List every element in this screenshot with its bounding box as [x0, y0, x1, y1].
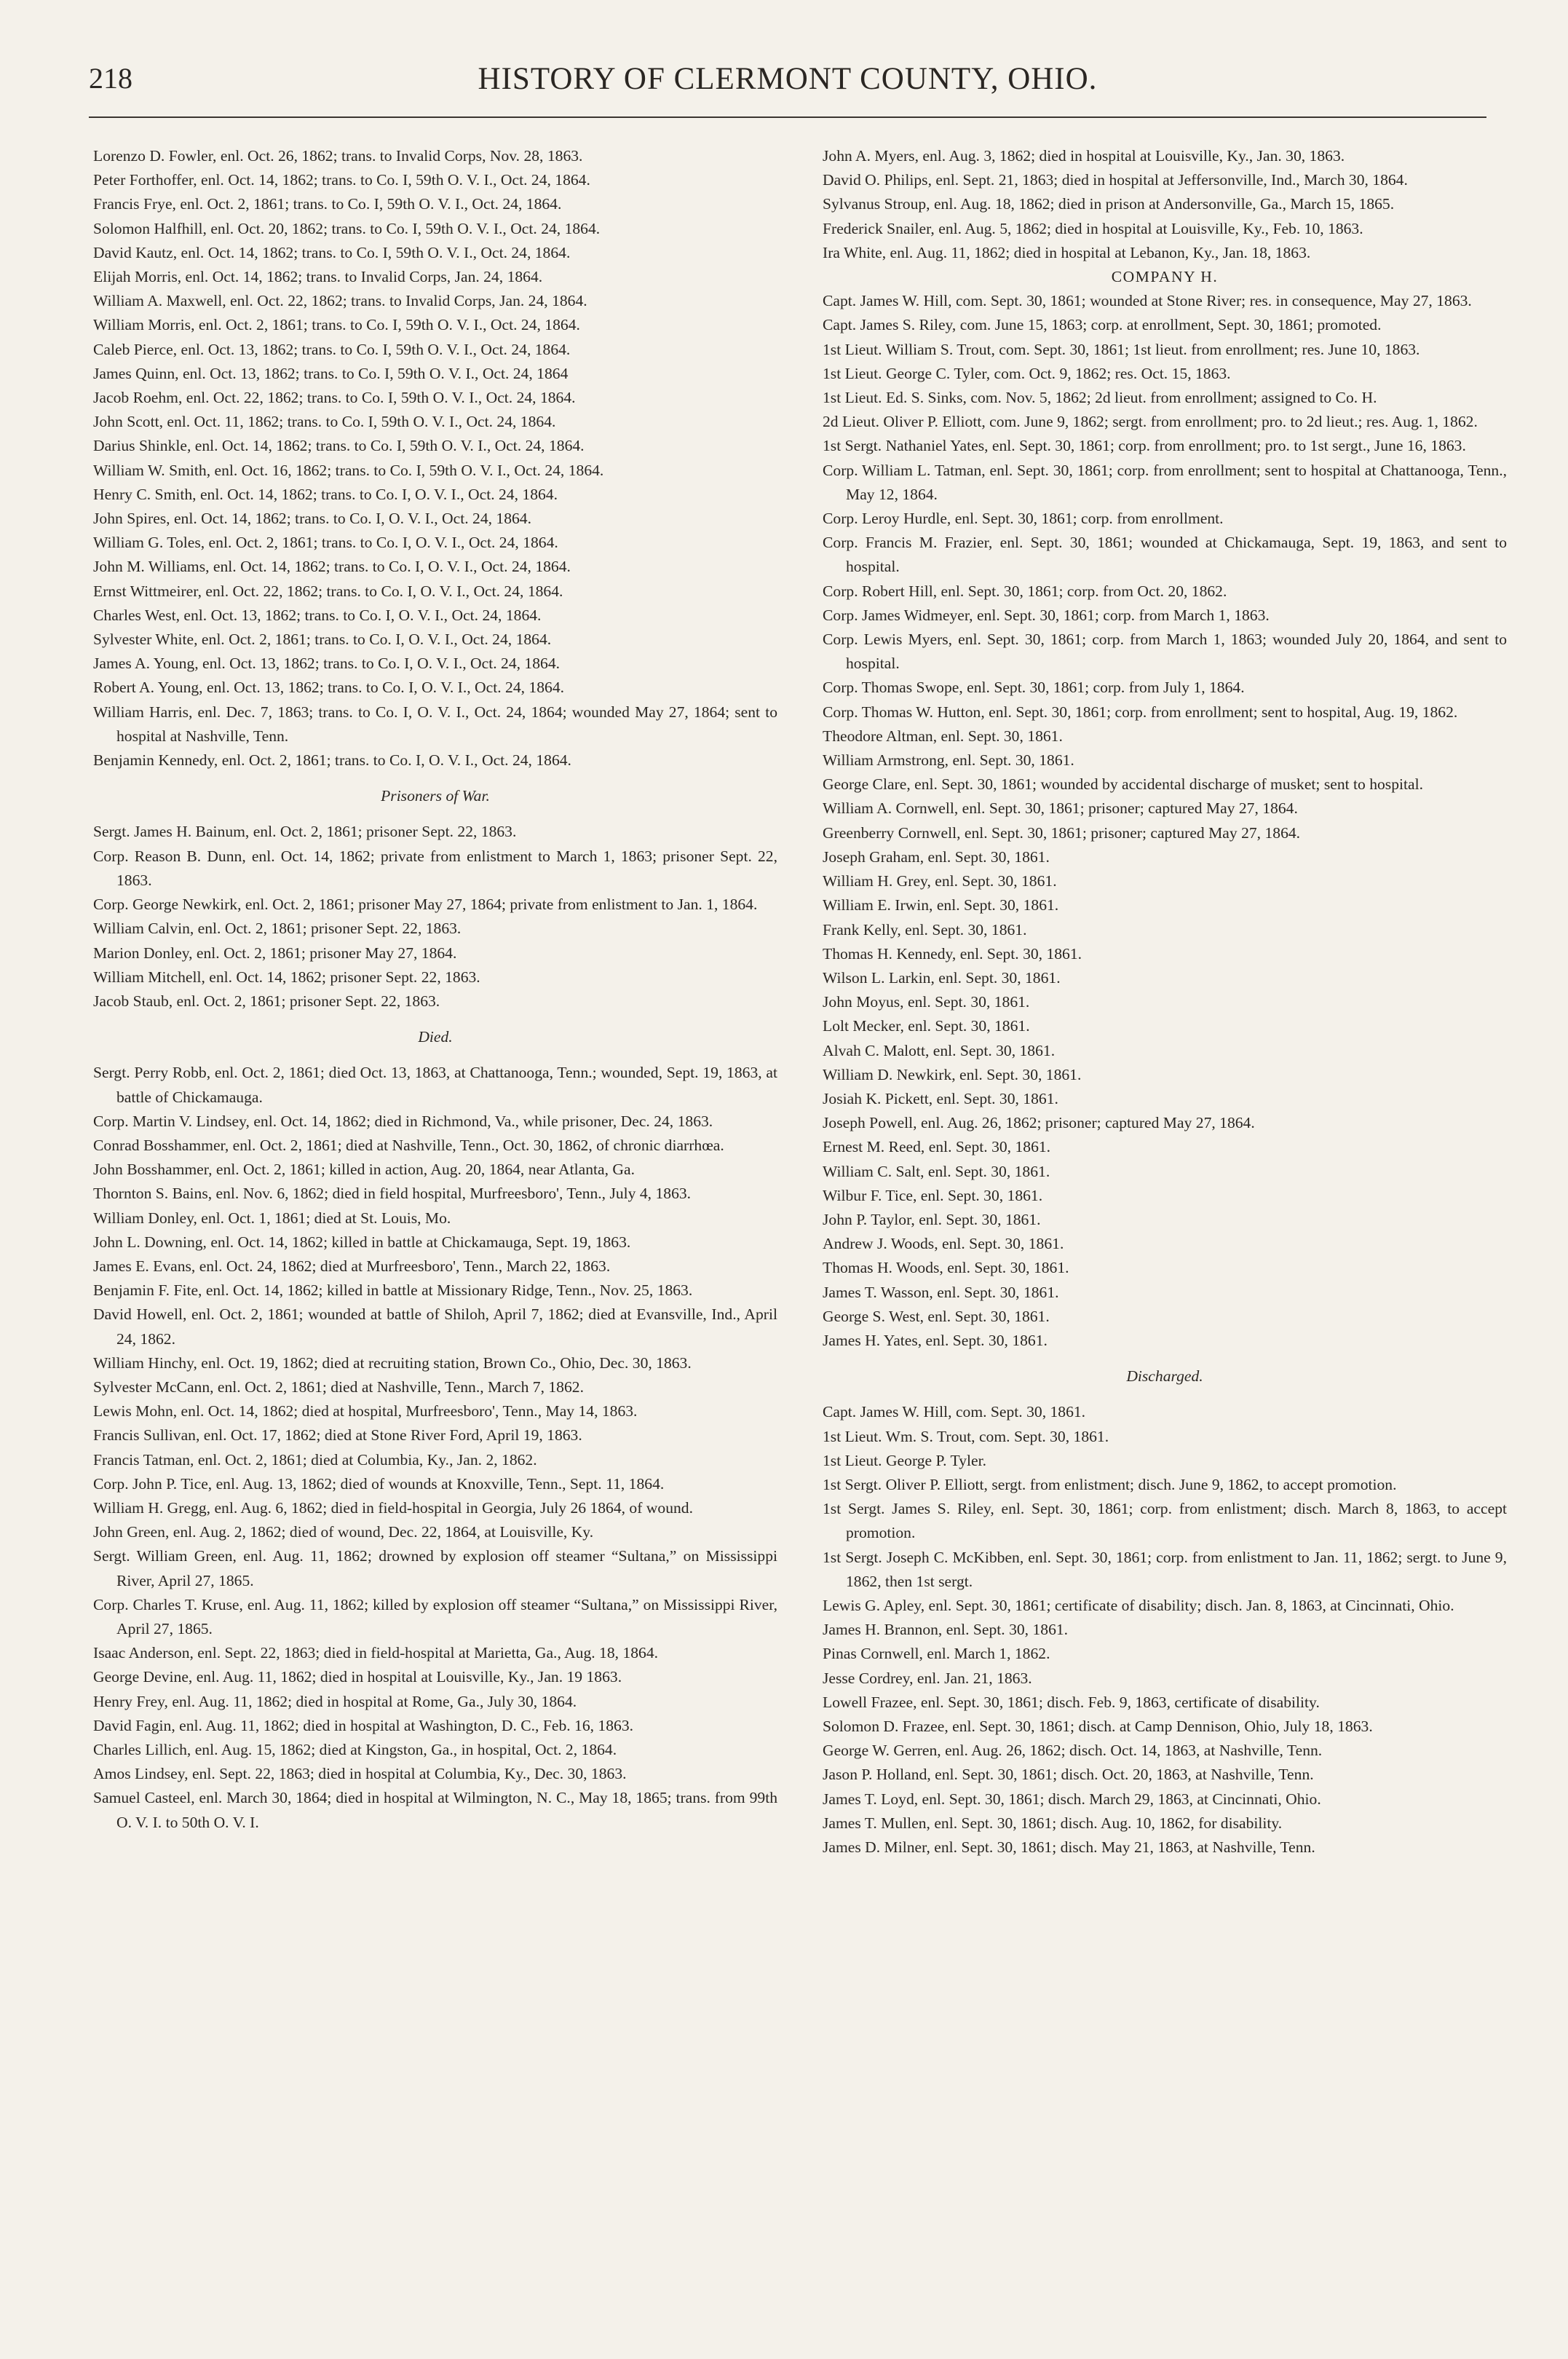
roster-entry: Robert A. Young, enl. Oct. 13, 1862; trans. to Co. I, O. V. I., Oct. 24, 1864.	[93, 679, 565, 697]
roster-entry: Sylvanus Stroup, enl. Aug. 18, 1862; died in prison at Andersonville, Ga., March 15, 1865.	[823, 195, 1395, 213]
roster-entry: Corp. Reason B. Dunn, enl. Oct. 14, 1862; private from enlistment to March 1, 1863; prisoner Sept. 22, 1863.	[93, 847, 777, 889]
roster-entry: William Morris, enl. Oct. 2, 1861; trans. to Co. I, 59th O. V. I., Oct. 24, 1864.	[93, 316, 580, 334]
roster-entry: William C. Salt, enl. Sept. 30, 1861.	[823, 1162, 1050, 1180]
roster-entry: David Kautz, enl. Oct. 14, 1862; trans. to Co. I, 59th O. V. I., Oct. 24, 1864.	[93, 243, 571, 261]
roster-entry: Wilson L. Larkin, enl. Sept. 30, 1861.	[823, 968, 1061, 987]
roster-entry: Elijah Morris, enl. Oct. 14, 1862; trans. to Invalid Corps, Jan. 24, 1864.	[93, 268, 543, 286]
roster-entry: Caleb Pierce, enl. Oct. 13, 1862; trans. to Co. I, 59th O. V. I., Oct. 24, 1864.	[93, 340, 571, 358]
discharged-heading: Discharged.	[1126, 1367, 1203, 1386]
roster-entry: Isaac Anderson, enl. Sept. 22, 1863; died in field-hospital at Marietta, Ga., Aug. 18, 1864.	[93, 1644, 659, 1662]
roster-entry: 1st Lieut. George P. Tyler.	[823, 1451, 987, 1469]
roster-entry: William Armstrong, enl. Sept. 30, 1861.	[823, 751, 1074, 770]
died-heading: Died.	[418, 1028, 453, 1046]
died-list	[93, 1061, 777, 1835]
roster-entry: Greenberry Cornwell, enl. Sept. 30, 1861; prisoner; captured May 27, 1864.	[823, 823, 1301, 842]
roster-entry: William D. Newkirk, enl. Sept. 30, 1861.	[823, 1065, 1082, 1083]
right-column	[823, 144, 1507, 1860]
roster-entry: Lolt Mecker, enl. Sept. 30, 1861.	[823, 1017, 1030, 1035]
roster-entry: Solomon D. Frazee, enl. Sept. 30, 1861; disch. at Camp Dennison, Ohio, July 18, 1863.	[823, 1718, 1373, 1735]
roster-entry: Jacob Roehm, enl. Oct. 22, 1862; trans. to Co. I, 59th O. V. I., Oct. 24, 1864.	[93, 389, 576, 407]
roster-entry: George W. Gerren, enl. Aug. 26, 1862; disch. Oct. 14, 1863, at Nashville, Tenn.	[823, 1742, 1323, 1760]
roster-entry: Sergt. William Green, enl. Aug. 11, 1862; drowned by explosion off steamer “Sultana,” on Mississippi River, April 27, 1865.	[93, 1547, 777, 1589]
roster-entry: Thornton S. Bains, enl. Nov. 6, 1862; died in field hospital, Murfreesboro', Tenn., July 4, 1863.	[93, 1185, 692, 1203]
roster-entry: William H. Gregg, enl. Aug. 6, 1862; died in field-hospital in Georgia, July 26 1864, of wound.	[93, 1498, 693, 1517]
roster-entry: 1st Lieut. George C. Tyler, com. Oct. 9, 1862; res. Oct. 15, 1863.	[823, 364, 1231, 382]
roster-entry: Sergt. Perry Robb, enl. Oct. 2, 1861; died Oct. 13, 1863, at Chattanooga, Tenn.; wounded, Sept. 19, 1863, at battle of Chickamauga.	[93, 1064, 777, 1106]
roster-entry: John M. Williams, enl. Oct. 14, 1862; trans. to Co. I, O. V. I., Oct. 24, 1864.	[93, 558, 571, 576]
roster-entry: Josiah K. Pickett, enl. Sept. 30, 1861.	[823, 1089, 1058, 1107]
roster-entry: Jason P. Holland, enl. Sept. 30, 1861; disch. Oct. 20, 1863, at Nashville, Tenn.	[823, 1766, 1314, 1784]
roster-entry: James T. Wasson, enl. Sept. 30, 1861.	[823, 1283, 1059, 1301]
page-title: HISTORY OF CLERMONT COUNTY, OHIO.	[478, 62, 1098, 96]
roster-entry: Francis Frye, enl. Oct. 2, 1861; trans. to Co. I, 59th O. V. I., Oct. 24, 1864.	[93, 195, 562, 213]
roster-entry: William W. Smith, enl. Oct. 16, 1862; trans. to Co. I, 59th O. V. I., Oct. 24, 1864.	[93, 461, 604, 479]
roster-entry: James H. Brannon, enl. Sept. 30, 1861.	[823, 1621, 1069, 1639]
roster-entry: Lewis G. Apley, enl. Sept. 30, 1861; certificate of disability; disch. Jan. 8, 1863, at Cincinnati, Ohio.	[823, 1596, 1454, 1614]
roster-entry: Jesse Cordrey, enl. Jan. 21, 1863.	[823, 1669, 1032, 1687]
header-rule	[89, 116, 1486, 118]
roster-entry: Capt. James S. Riley, com. June 15, 1863; corp. at enrollment, Sept. 30, 1861; promoted.	[823, 316, 1382, 334]
roster-entry: William Mitchell, enl. Oct. 14, 1862; prisoner Sept. 22, 1863.	[93, 968, 480, 986]
prisoners-list	[93, 820, 777, 1013]
roster-entry: Joseph Powell, enl. Aug. 26, 1862; prisoner; captured May 27, 1864.	[823, 1114, 1255, 1132]
roster-entry: James E. Evans, enl. Oct. 24, 1862; died at Murfreesboro', Tenn., March 22, 1863.	[93, 1257, 611, 1275]
roster-entry: William Calvin, enl. Oct. 2, 1861; prisoner Sept. 22, 1863.	[93, 920, 462, 938]
roster-entry: George Clare, enl. Sept. 30, 1861; wounded by accidental discharge of musket; sent to hospital.	[823, 775, 1423, 794]
roster-entry: Corp. Francis M. Frazier, enl. Sept. 30, 1861; wounded at Chickamauga, Sept. 19, 1863, and sent to hospital.	[823, 534, 1507, 576]
roster-entry: Solomon Halfhill, enl. Oct. 20, 1862; trans. to Co. I, 59th O. V. I., Oct. 24, 1864.	[93, 219, 601, 237]
roster-entry: William G. Toles, enl. Oct. 2, 1861; trans. to Co. I, O. V. I., Oct. 24, 1864.	[93, 534, 558, 552]
prisoners-of-war-heading: Prisoners of War.	[381, 787, 490, 805]
roster-entry: John A. Myers, enl. Aug. 3, 1862; died in hospital at Louisville, Ky., Jan. 30, 1863.	[823, 147, 1345, 165]
roster-entry: William A. Maxwell, enl. Oct. 22, 1862; trans. to Invalid Corps, Jan. 24, 1864.	[93, 292, 587, 310]
roster-entry: 1st Sergt. Joseph C. McKibben, enl. Sept. 30, 1861; corp. from enlistment to Jan. 11, 1862; sergt. to June 9, 1862, then 1st sergt.	[823, 1548, 1507, 1590]
roster-entry: Ernst Wittmeirer, enl. Oct. 22, 1862; trans. to Co. I, O. V. I., Oct. 24, 1864.	[93, 582, 563, 600]
roster-entry: Alvah C. Malott, enl. Sept. 30, 1861.	[823, 1041, 1056, 1059]
left-column	[93, 144, 777, 1835]
roster-entry: Corp. Martin V. Lindsey, enl. Oct. 14, 1862; died in Richmond, Va., while prisoner, Dec. 24, 1863.	[93, 1112, 713, 1130]
roster-entry: John P. Taylor, enl. Sept. 30, 1861.	[823, 1210, 1041, 1228]
roster-entry: Francis Tatman, enl. Oct. 2, 1861; died at Columbia, Ky., Jan. 2, 1862.	[93, 1450, 537, 1469]
roster-entry: Ira White, enl. Aug. 11, 1862; died in hospital at Lebanon, Ky., Jan. 18, 1863.	[823, 243, 1311, 261]
roster-entry: Corp. Robert Hill, enl. Sept. 30, 1861; corp. from Oct. 20, 1862.	[823, 582, 1227, 600]
roster-entry: Capt. James W. Hill, com. Sept. 30, 1861.	[823, 1403, 1086, 1421]
roster-entry: Peter Forthoffer, enl. Oct. 14, 1862; trans. to Co. I, 59th O. V. I., Oct. 24, 1864.	[93, 171, 590, 189]
roster-entry: Sylvester McCann, enl. Oct. 2, 1861; died at Nashville, Tenn., March 7, 1862.	[93, 1378, 584, 1396]
roster-entry: Frank Kelly, enl. Sept. 30, 1861.	[823, 920, 1027, 939]
roster-entry: John Moyus, enl. Sept. 30, 1861.	[823, 993, 1030, 1011]
roster-entry: James A. Young, enl. Oct. 13, 1862; trans. to Co. I, O. V. I., Oct. 24, 1864.	[93, 655, 561, 673]
roster-entry: Corp. Thomas W. Hutton, enl. Sept. 30, 1861; corp. from enrollment; sent to hospital, Aug. 19, 1862.	[823, 703, 1458, 721]
roster-entry: David Fagin, enl. Aug. 11, 1862; died in hospital at Washington, D. C., Feb. 16, 1863.	[93, 1716, 634, 1734]
roster-entry: Benjamin Kennedy, enl. Oct. 2, 1861; trans. to Co. I, O. V. I., Oct. 24, 1864.	[93, 751, 571, 770]
roster-entry: David Howell, enl. Oct. 2, 1861; wounded at battle of Shiloh, April 7, 1862; died at Evansville, Ind., April 24, 1862.	[93, 1305, 777, 1348]
roster-entry: Francis Sullivan, enl. Oct. 17, 1862; died at Stone River Ford, April 19, 1863.	[93, 1426, 582, 1445]
roster-entry: 1st Lieut. William S. Trout, com. Sept. 30, 1861; 1st lieut. from enrollment; res. June 10, 1863.	[823, 340, 1420, 358]
roster-entry: Lowell Frazee, enl. Sept. 30, 1861; disch. Feb. 9, 1863, certificate of disability.	[823, 1693, 1320, 1711]
roster-entry: Darius Shinkle, enl. Oct. 14, 1862; trans. to Co. I, 59th O. V. I., Oct. 24, 1864.	[93, 437, 585, 455]
roster-entry: William H. Grey, enl. Sept. 30, 1861.	[823, 872, 1057, 890]
roster-entry: 2d Lieut. Oliver P. Elliott, com. June 9, 1862; sergt. from enrollment; pro. to 2d lieut.; res. Aug. 1, 1862.	[823, 413, 1478, 431]
roster-entry: Jacob Staub, enl. Oct. 2, 1861; prisoner Sept. 22, 1863.	[93, 992, 440, 1010]
company-h-list	[823, 289, 1507, 1353]
roster-entry: Corp. George Newkirk, enl. Oct. 2, 1861; prisoner May 27, 1864; private from enlistment to Jan. 1, 1864.	[93, 896, 758, 914]
roster-entry: Corp. Thomas Swope, enl. Sept. 30, 1861; corp. from July 1, 1864.	[823, 679, 1245, 697]
roster-entry: William A. Cornwell, enl. Sept. 30, 1861; prisoner; captured May 27, 1864.	[823, 799, 1298, 818]
roster-entry: Samuel Casteel, enl. March 30, 1864; died in hospital at Wilmington, N. C., May 18, 1865; trans. from 99th O. V. I. to 50th O. V. I.	[93, 1789, 777, 1831]
roster-entry: William E. Irwin, enl. Sept. 30, 1861.	[823, 896, 1059, 914]
roster-entry: William Donley, enl. Oct. 1, 1861; died at St. Louis, Mo.	[93, 1209, 451, 1227]
roster-entry: John Scott, enl. Oct. 11, 1862; trans. to Co. I, 59th O. V. I., Oct. 24, 1864.	[93, 413, 556, 431]
roster-entry: 1st Lieut. Wm. S. Trout, com. Sept. 30, 1861.	[823, 1427, 1109, 1445]
roster-entry: Sergt. James H. Bainum, enl. Oct. 2, 1861; prisoner Sept. 22, 1863.	[93, 823, 517, 841]
roster-entry: William Hinchy, enl. Oct. 19, 1862; died at recruiting station, Brown Co., Ohio, Dec. 30, 1863.	[93, 1354, 692, 1372]
roster-entry: Charles West, enl. Oct. 13, 1862; trans. to Co. I, O. V. I., Oct. 24, 1864.	[93, 606, 542, 624]
roster-entry: Thomas H. Kennedy, enl. Sept. 30, 1861.	[823, 944, 1082, 963]
roster-entry: Corp. Charles T. Kruse, enl. Aug. 11, 1862; killed by explosion off steamer “Sultana,” on Mississippi River, April 27, 1865.	[93, 1595, 777, 1637]
roster-entry: Corp. William L. Tatman, enl. Sept. 30, 1861; corp. from enrollment; sent to hospital at Chattanooga, Tenn., May 12, 1864.	[823, 461, 1507, 503]
roster-entry: George Devine, enl. Aug. 11, 1862; died in hospital at Louisville, Ky., Jan. 19 1863.	[93, 1668, 622, 1686]
died-continued-list	[823, 144, 1507, 265]
roster-entry: Wilbur F. Tice, enl. Sept. 30, 1861.	[823, 1186, 1043, 1204]
roster-entry: James T. Loyd, enl. Sept. 30, 1861; disch. March 29, 1863, at Cincinnati, Ohio.	[823, 1790, 1321, 1808]
roster-entry: Frederick Snailer, enl. Aug. 5, 1862; died in hospital at Louisville, Ky., Feb. 10, 1863.	[823, 219, 1363, 237]
roster-entry: Pinas Cornwell, enl. March 1, 1862.	[823, 1645, 1050, 1663]
roster-entry: James Quinn, enl. Oct. 13, 1862; trans. to Co. I, 59th O. V. I., Oct. 24, 1864	[93, 364, 569, 382]
roster-entry: Henry Frey, enl. Aug. 11, 1862; died in hospital at Rome, Ga., July 30, 1864.	[93, 1692, 577, 1710]
roster-entry: William Harris, enl. Dec. 7, 1863; trans. to Co. I, O. V. I., Oct. 24, 1864; wounded May 27, 1864; sent to hospital at Nashville, Tenn.	[93, 703, 777, 745]
roster-entry: Andrew J. Woods, enl. Sept. 30, 1861.	[823, 1235, 1064, 1253]
roster-entry: Corp. John P. Tice, enl. Aug. 13, 1862; died of wounds at Knoxville, Tenn., Sept. 11, 1864.	[93, 1474, 665, 1493]
page-number: 218	[89, 62, 132, 95]
roster-entry: James T. Mullen, enl. Sept. 30, 1861; disch. Aug. 10, 1862, for disability.	[823, 1814, 1283, 1832]
roster-entry: 1st Sergt. Oliver P. Elliott, sergt. from enlistment; disch. June 9, 1862, to accept promotion.	[823, 1475, 1397, 1493]
roster-entry: Benjamin F. Fite, enl. Oct. 14, 1862; killed in battle at Missionary Ridge, Tenn., Nov. 25, 1863.	[93, 1281, 693, 1300]
roster-entry: 1st Sergt. Nathaniel Yates, enl. Sept. 30, 1861; corp. from enrollment; pro. to 1st sergt., June 16, 1863.	[823, 437, 1466, 455]
roster-entry: James D. Milner, enl. Sept. 30, 1861; disch. May 21, 1863, at Nashville, Tenn.	[823, 1838, 1315, 1857]
roster-entry: Charles Lillich, enl. Aug. 15, 1862; died at Kingston, Ga., in hospital, Oct. 2, 1864.	[93, 1741, 617, 1758]
roster-entry: Corp. Leroy Hurdle, enl. Sept. 30, 1861; corp. from enrollment.	[823, 510, 1224, 528]
discharged-list	[823, 1400, 1507, 1860]
roster-entry: Lewis Mohn, enl. Oct. 14, 1862; died at hospital, Murfreesboro', Tenn., May 14, 1863.	[93, 1402, 638, 1420]
roster-entry: Marion Donley, enl. Oct. 2, 1861; prisoner May 27, 1864.	[93, 944, 457, 962]
roster-entry: George S. West, enl. Sept. 30, 1861.	[823, 1307, 1050, 1325]
roster-entry: John Spires, enl. Oct. 14, 1862; trans. to Co. I, O. V. I., Oct. 24, 1864.	[93, 510, 531, 528]
roster-entry: Corp. Lewis Myers, enl. Sept. 30, 1861; corp. from March 1, 1863; wounded July 20, 1864, and sent to hospital.	[823, 631, 1507, 673]
roster-entry: Joseph Graham, enl. Sept. 30, 1861.	[823, 847, 1050, 866]
roster-entry: John L. Downing, enl. Oct. 14, 1862; killed in battle at Chickamauga, Sept. 19, 1863.	[93, 1233, 631, 1251]
page-header	[89, 61, 1486, 112]
roster-entry: James H. Yates, enl. Sept. 30, 1861.	[823, 1331, 1048, 1349]
roster-entry: Conrad Bosshammer, enl. Oct. 2, 1861; died at Nashville, Tenn., Oct. 30, 1862, of chronic diarrhœa.	[93, 1136, 724, 1154]
roster-entry: Capt. James W. Hill, com. Sept. 30, 1861; wounded at Stone River; res. in consequence, May 27, 1863.	[823, 292, 1472, 310]
roster-entry: Sylvester White, enl. Oct. 2, 1861; trans. to Co. I, O. V. I., Oct. 24, 1864.	[93, 631, 552, 649]
roster-entry: Lorenzo D. Fowler, enl. Oct. 26, 1862; trans. to Invalid Corps, Nov. 28, 1863.	[93, 147, 583, 165]
roster-entry: Henry C. Smith, enl. Oct. 14, 1862; trans. to Co. I, O. V. I., Oct. 24, 1864.	[93, 485, 558, 503]
roster-entry: 1st Lieut. Ed. S. Sinks, com. Nov. 5, 1862; 2d lieut. from enrollment; assigned to Co. H.	[823, 389, 1377, 407]
roster-entry: 1st Sergt. James S. Riley, enl. Sept. 30, 1861; corp. from enlistment; disch. March 8, 1863, to accept promotion.	[823, 1500, 1507, 1542]
roster-entry: Corp. James Widmeyer, enl. Sept. 30, 1861; corp. from March 1, 1863.	[823, 606, 1270, 624]
roster-entry: John Bosshammer, enl. Oct. 2, 1861; killed in action, Aug. 20, 1864, near Atlanta, Ga.	[93, 1161, 635, 1179]
roster-entry: Theodore Altman, enl. Sept. 30, 1861.	[823, 727, 1063, 745]
roster-entry: Thomas H. Woods, enl. Sept. 30, 1861.	[823, 1259, 1069, 1277]
roster-entry: Amos Lindsey, enl. Sept. 22, 1863; died in hospital at Columbia, Ky., Dec. 30, 1863.	[93, 1765, 627, 1783]
roster-entry: Ernest M. Reed, enl. Sept. 30, 1861.	[823, 1138, 1051, 1156]
roster-entry: John Green, enl. Aug. 2, 1862; died of wound, Dec. 22, 1864, at Louisville, Ky.	[93, 1523, 594, 1541]
roster-entry: David O. Philips, enl. Sept. 21, 1863; died in hospital at Jeffersonville, Ind., March 30, 1864.	[823, 171, 1408, 189]
company-h-heading: COMPANY H.	[1111, 268, 1219, 286]
transferred-list	[93, 144, 777, 772]
